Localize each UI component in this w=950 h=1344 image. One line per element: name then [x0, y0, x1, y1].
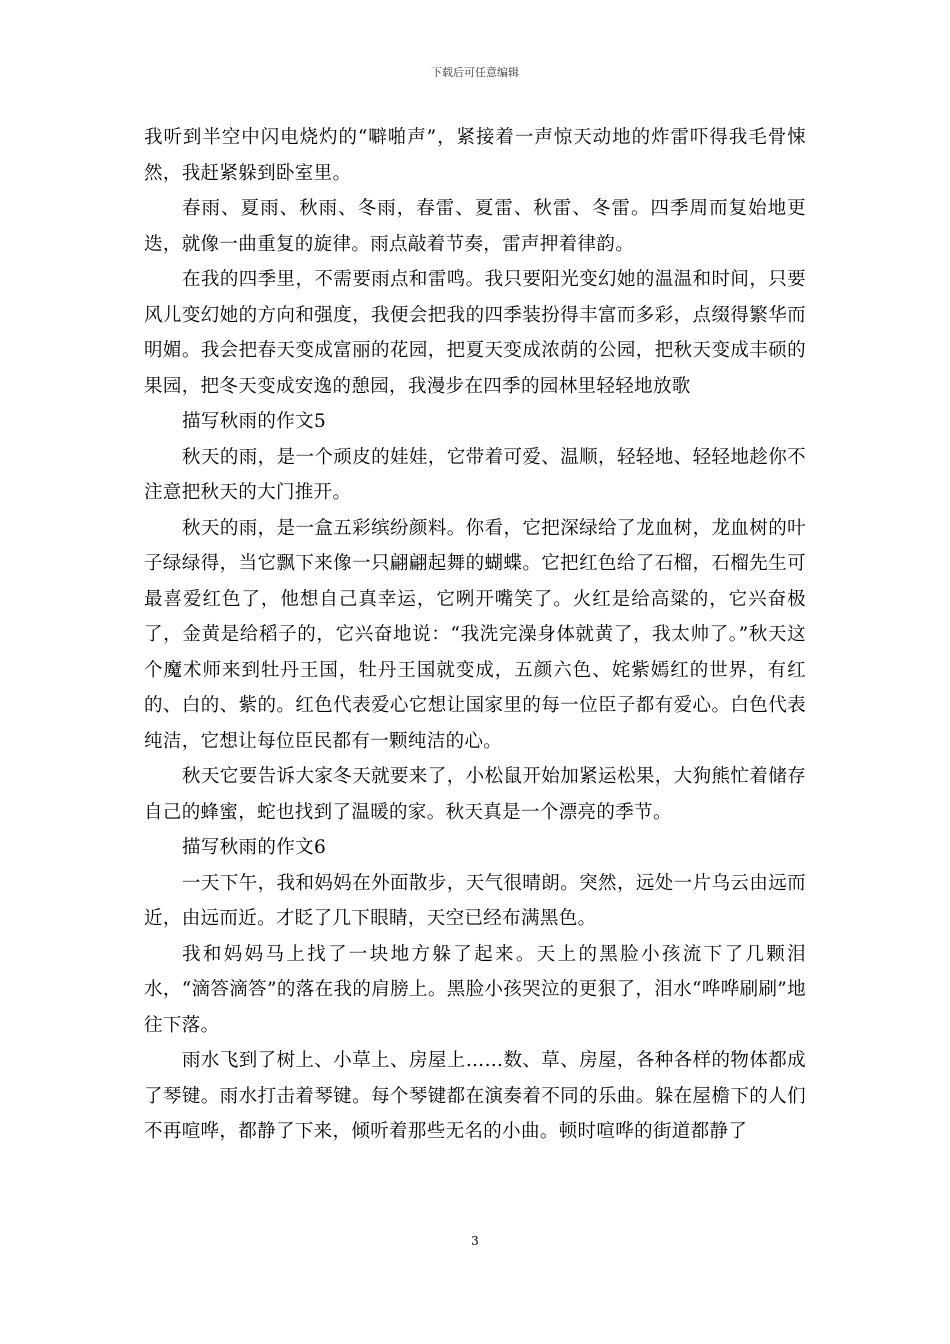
paragraph: 一天下午，我和妈妈在外面散步，天气很晴朗。突然，远处一片乌云由远而近，由远而近。才眨了几下眼睛，天空已经布满黑色。 [144, 872, 806, 929]
document-body [144, 120, 806, 1150]
paragraph: 秋天的雨，是一个顽皮的娃娃，它带着可爱、温顺，轻轻地、轻轻地趁你不注意把秋天的大门推开。 [144, 446, 806, 503]
paragraph: 春雨、夏雨、秋雨、冬雨，春雷、夏雷、秋雷、冬雷。四季周而复始地更迭，就像一曲重复的旋律。雨点敲着节奏，雷声押着律韵。 [144, 198, 806, 255]
page-number: 3 [471, 1234, 479, 1248]
paragraph: 秋天它要告诉大家冬天就要来了，小松鼠开始加紧运松果，大狗熊忙着储存自己的蜂蜜，蛇也找到了温暖的家。秋天真是一个漂亮的季节。 [144, 766, 806, 823]
paragraph: 秋天的雨，是一盒五彩缤纷颜料。你看，它把深绿给了龙血树，龙血树的叶子绿绿得，当它飘下来像一只翩翩起舞的蝴蝶。它把红色给了石榴，石榴先生可最喜爱红色了，他想自己真幸运，它咧开嘴笑了。火红是给高粱的，它兴奋极了，金黄是给稻子的，它兴奋地说：“我洗完澡身体就黄了，我太帅了。”秋天这个魔术师来到牡丹王国，牡丹王国就变成，五颜六色、姹紫嫣红的世界，有红的、白的、紫的。红色代表爱心它想让国家里的每一位臣子都有爱心。白色代表纯洁，它想让每位臣民都有一颗纯洁的心。 [144, 517, 806, 752]
section-heading: 描写秋雨的作文6 [182, 837, 327, 858]
paragraph: 在我的四季里，不需要雨点和雷鸣。我只要阳光变幻她的温温和时间，只要风儿变幻她的方向和强度，我便会把我的四季装扮得丰富而多彩，点缀得繁华而明媚。我会把春天变成富丽的花园，把夏天变成浓荫的公园，把秋天变成丰硕的果园，把冬天变成安逸的憩园，我漫步在四季的园林里轻轻地放歌 [144, 269, 806, 397]
section-heading: 描写秋雨的作文5 [182, 411, 327, 432]
paragraph: 雨水飞到了树上、小草上、房屋上……数、草、房屋，各种各样的物体都成了琴键。雨水打击着琴键。每个琴键都在演奏着不同的乐曲。躲在屋檐下的人们不再喧哗，都静了下来，倾听着那些无名的小曲。顿时喧哗的街道都静了 [144, 1050, 806, 1142]
paragraph: 我和妈妈马上找了一块地方躲了起来。天上的黑脸小孩流下了几颗泪水，“滴答滴答”的落在我的肩膀上。黑脸小孩哭泣的更狠了，泪水“哗哗刷刷”地往下落。 [144, 943, 806, 1036]
page-header: 下载后可任意编辑 [431, 66, 519, 79]
paragraph: 我听到半空中闪电烧灼的“噼啪声”，紧接着一声惊天动地的炸雷吓得我毛骨悚然，我赶紧躲到卧室里。 [144, 127, 806, 184]
